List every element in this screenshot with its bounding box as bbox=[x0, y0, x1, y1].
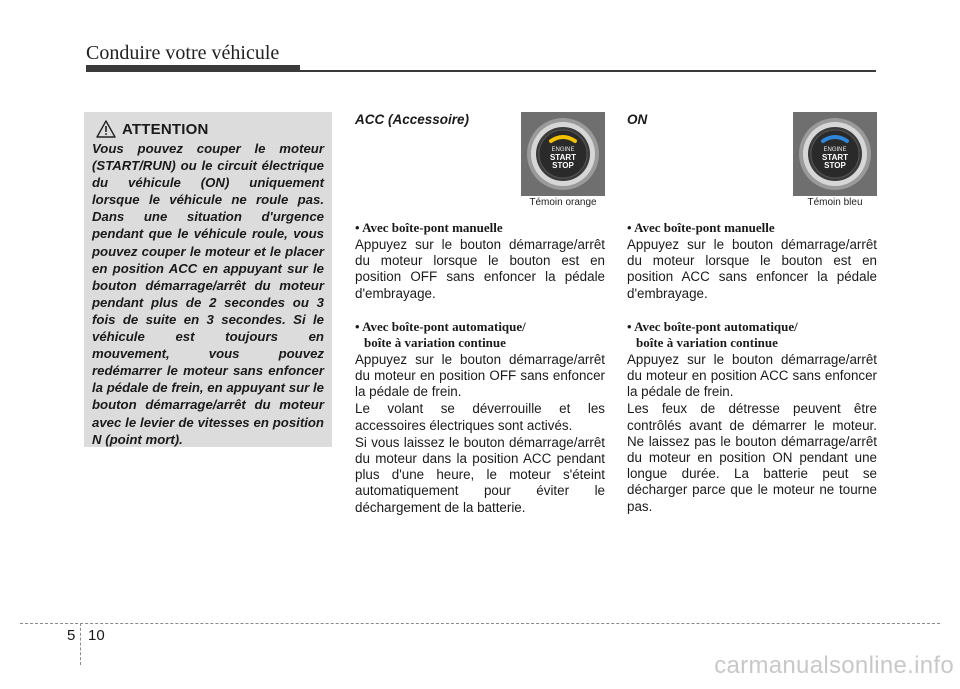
attention-text: Vous pouvez couper le moteur (START/RUN) ou le circuit électrique du véhicule (ON) uniquement lorsque le véhicule ne roule pas. Dans une situation d'urgence pendant que le véhicule roule, vous pouvez couper le moteur et le placer en position ACC en appuyant sur le bouton démarrage/arrêt du moteur pendant plus de 2 secondes ou 3 fois de suite en 3 secondes. Si le véhicule est toujours en mouvement, vous pouvez redémarrer le moteur sans enfoncer la pédale de frein, en appuyant sur le bouton démarrage/arrêt du moteur avec le levier de vitesses en position N (point mort). bbox=[92, 141, 324, 447]
acc-lamp-figure bbox=[521, 112, 605, 210]
page-title: Conduire votre véhicule bbox=[86, 42, 280, 64]
acc-heading: ACC (Accessoire) bbox=[355, 112, 470, 127]
footer-divider bbox=[80, 623, 81, 665]
acc-auto-text-1: Appuyez sur le bouton démarrage/arrêt du moteur en position OFF sans enfoncer la pédale de frein. bbox=[355, 351, 605, 400]
on-lamp-caption: Témoin bleu bbox=[793, 196, 877, 210]
acc-button-line-2: START bbox=[549, 153, 577, 162]
on-lamp-figure bbox=[793, 112, 877, 210]
chapter-number: 5 bbox=[67, 627, 76, 644]
acc-auto-text-3: Si vous laissez le bouton démarrage/arrêt du moteur dans la position ACC pendant plus d'une heure, le moteur s'éteint automatiquement pour éviter le déchargement de la batterie. bbox=[355, 434, 605, 515]
on-body bbox=[627, 220, 877, 515]
acc-button-line-1: ENGINE bbox=[551, 147, 575, 153]
on-auto-text-1: Appuyez sur le bouton démarrage/arrêt du moteur en position ACC sans enfoncer la pédale de frein. bbox=[627, 351, 877, 400]
acc-manual-heading: • Avec boîte-pont manuelle bbox=[355, 220, 503, 235]
on-manual-text: Appuyez sur le bouton démarrage/arrêt du moteur lorsque le bouton est en position ACC sans enfoncer la pédale d'embrayage. bbox=[627, 237, 877, 301]
attention-box bbox=[84, 112, 332, 447]
acc-manual-text: Appuyez sur le bouton démarrage/arrêt du moteur lorsque le bouton est en position OFF sans enfoncer la pédale d'embrayage. bbox=[355, 237, 605, 301]
acc-auto-heading bbox=[355, 319, 605, 351]
on-auto-heading bbox=[627, 319, 877, 351]
acc-lamp-caption: Témoin orange bbox=[521, 196, 605, 210]
watermark: carmanualsonline.info bbox=[714, 652, 954, 679]
acc-body bbox=[355, 220, 605, 516]
engine-start-button-icon bbox=[793, 112, 877, 196]
on-heading: ON bbox=[627, 112, 648, 127]
header-rule-thin bbox=[300, 70, 876, 72]
attention-header bbox=[96, 120, 324, 138]
acc-auto-heading-line-2: boîte à variation continue bbox=[364, 334, 506, 350]
footer-rule bbox=[20, 623, 940, 624]
on-button-line-3: STOP bbox=[824, 161, 846, 170]
acc-button-line-3: STOP bbox=[552, 161, 574, 170]
page-number: 10 bbox=[88, 627, 105, 644]
acc-auto-heading-line-1: • Avec boîte-pont automatique/ bbox=[355, 318, 526, 334]
on-auto-heading-line-2: boîte à variation continue bbox=[636, 334, 778, 350]
acc-auto-text-2: Le volant se déverrouille et les accessoires électriques sont activés. bbox=[355, 401, 605, 433]
on-button-line-1: ENGINE bbox=[823, 147, 847, 153]
header-rule-thick bbox=[86, 65, 300, 72]
warning-triangle-icon bbox=[96, 120, 116, 138]
engine-start-button-icon bbox=[521, 112, 605, 196]
on-auto-heading-line-1: • Avec boîte-pont automatique/ bbox=[627, 318, 798, 334]
attention-title: ATTENTION bbox=[122, 120, 209, 138]
on-manual-heading: • Avec boîte-pont manuelle bbox=[627, 220, 775, 235]
on-auto-text-2: Les feux de détresse peuvent être contrôlés avant de démarrer le moteur. Ne laissez pas le bouton démarrage/arrêt du moteur en position ON pendant une longue durée. La batterie peut se décharger parce que le moteur ne tourne pas. bbox=[627, 401, 877, 514]
on-button-line-2: START bbox=[821, 153, 849, 162]
